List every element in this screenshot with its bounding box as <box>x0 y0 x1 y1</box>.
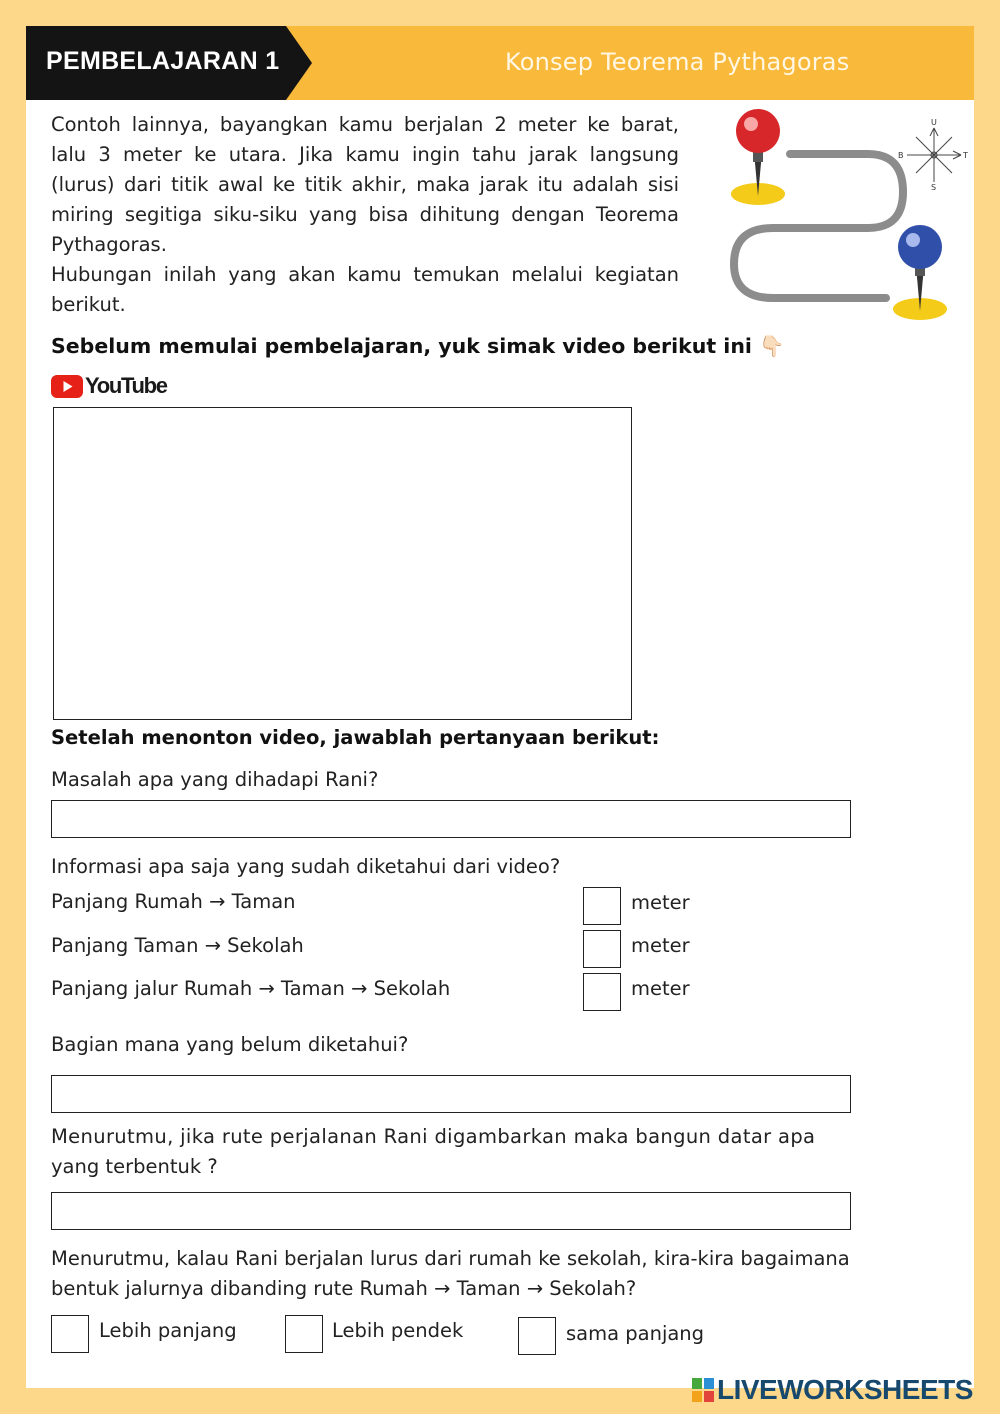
intro-text <box>51 110 679 320</box>
liveworksheets-wordmark: LIVEWORKSHEETS <box>717 1374 973 1405</box>
known-item-2-label: Panjang Taman → Sekolah <box>51 934 304 957</box>
questions-heading: Setelah menonton video, jawablah pertanyaan berikut: <box>51 726 660 749</box>
known-item-3-label: Panjang jalur Rumah → Taman → Sekolah <box>51 977 451 1000</box>
liveworksheets-logo <box>692 1374 973 1406</box>
option-equal-label: sama panjang <box>566 1322 705 1345</box>
compass-south: S <box>931 183 937 192</box>
question-2: Informasi apa saja yang sudah diketahui dari video? <box>51 855 561 878</box>
blue-pin-icon <box>893 225 947 320</box>
compass-west: B <box>898 151 904 160</box>
intro-paragraph-2: Hubungan inilah yang akan kamu temukan melalui kegiatan berikut. <box>51 263 679 316</box>
question-5-line-1: Menurutmu, kalau Rani berjalan lurus dari rumah ke sekolah, kira-kira bagaimana <box>51 1247 850 1270</box>
pointing-down-icon: 👇🏻 <box>759 334 785 358</box>
question-5-line-2: bentuk jalurnya dibanding rute Rumah → Taman → Sekolah? <box>51 1277 637 1300</box>
question-4-line-1: Menurutmu, jika rute perjalanan Rani digambarkan maka bangun datar apa <box>51 1125 816 1148</box>
question-1: Masalah apa yang dihadapi Rani? <box>51 768 379 791</box>
compass-north: U <box>931 118 937 127</box>
lesson-title: PEMBELAJARAN 1 <box>46 47 280 75</box>
intro-paragraph-1: Contoh lainnya, bayangkan kamu berjalan 2 meter ke barat, lalu 3 meter ke utara. Jika kamu ingin tahu jarak langsung (lurus) dari titik awal ke titik akhir, maka jarak itu adalah sisi miring segitiga siku-siku yang bisa dihitung dengan Teorema Pythagoras. <box>51 113 679 256</box>
answer-3-input[interactable] <box>51 1075 851 1113</box>
option-shorter-label: Lebih pendek <box>332 1319 464 1342</box>
youtube-play-icon <box>51 375 83 398</box>
option-shorter-checkbox[interactable] <box>285 1315 323 1353</box>
youtube-wordmark: YouTube <box>85 373 167 398</box>
known-item-2-unit: meter <box>631 934 690 957</box>
video-player[interactable] <box>53 407 632 720</box>
answer-1-input[interactable] <box>51 800 851 838</box>
compass-icon <box>907 128 961 182</box>
red-pin-icon <box>731 109 785 205</box>
known-item-3-input[interactable] <box>583 973 621 1011</box>
answer-4-input[interactable] <box>51 1192 851 1230</box>
known-item-2-input[interactable] <box>583 930 621 968</box>
video-heading <box>51 334 785 359</box>
question-4-line-2: yang terbentuk ? <box>51 1155 218 1178</box>
youtube-logo <box>51 373 167 399</box>
route-map-illustration <box>718 104 978 326</box>
option-longer-checkbox[interactable] <box>51 1315 89 1353</box>
known-item-1-unit: meter <box>631 891 690 914</box>
liveworksheets-icon <box>692 1378 714 1402</box>
compass-east: T <box>963 151 968 160</box>
video-heading-text: Sebelum memulai pembelajaran, yuk simak video berikut ini <box>51 334 752 358</box>
option-equal-checkbox[interactable] <box>518 1317 556 1355</box>
known-item-3-unit: meter <box>631 977 690 1000</box>
known-item-1-input[interactable] <box>583 887 621 925</box>
option-longer-label: Lebih panjang <box>99 1319 237 1342</box>
question-3: Bagian mana yang belum diketahui? <box>51 1033 409 1056</box>
known-item-1-label: Panjang Rumah → Taman <box>51 890 296 913</box>
lesson-subtitle: Konsep Teorema Pythagoras <box>505 48 850 76</box>
